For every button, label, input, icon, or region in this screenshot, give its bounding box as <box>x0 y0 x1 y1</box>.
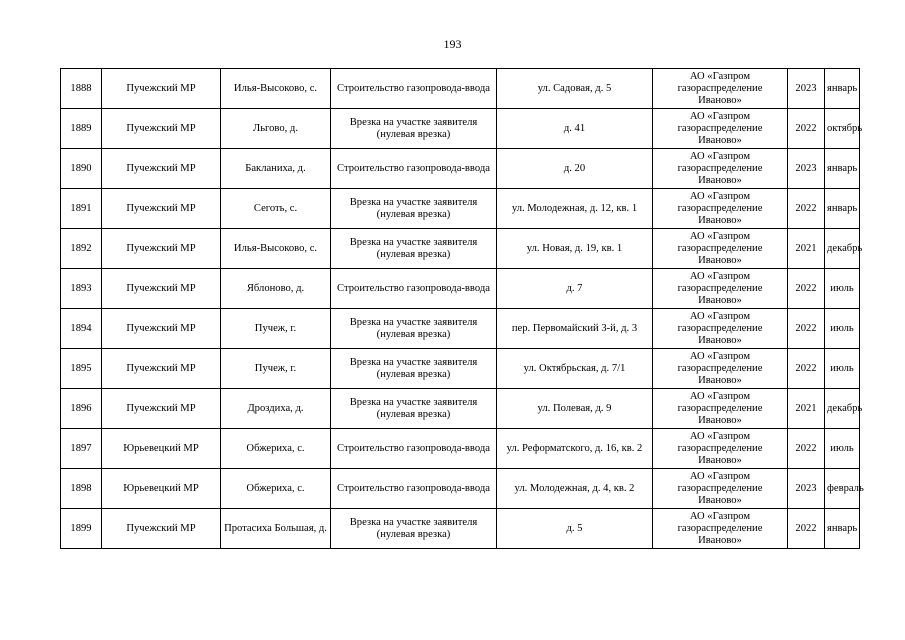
district-cell: Пучежский МР <box>102 109 221 149</box>
row-number-cell: 1897 <box>61 429 102 469</box>
month-cell: январь <box>825 69 860 109</box>
year-cell: 2022 <box>788 109 825 149</box>
year-cell: 2023 <box>788 69 825 109</box>
district-cell: Юрьевецкий МР <box>102 429 221 469</box>
month-cell: июль <box>825 349 860 389</box>
year-cell: 2021 <box>788 229 825 269</box>
work-type-cell: Врезка на участке заявителя (нулевая врезка) <box>331 309 497 349</box>
year-cell: 2022 <box>788 309 825 349</box>
address-cell: ул. Новая, д. 19, кв. 1 <box>497 229 653 269</box>
district-cell: Юрьевецкий МР <box>102 469 221 509</box>
address-cell: ул. Молодежная, д. 4, кв. 2 <box>497 469 653 509</box>
locality-cell: Дроздиха, д. <box>221 389 331 429</box>
year-cell: 2022 <box>788 269 825 309</box>
district-cell: Пучежский МР <box>102 309 221 349</box>
organization-cell: АО «Газпром газораспределение Иваново» <box>653 509 788 549</box>
month-cell: февраль <box>825 469 860 509</box>
work-type-cell: Врезка на участке заявителя (нулевая врезка) <box>331 189 497 229</box>
address-cell: ул. Молодежная, д. 12, кв. 1 <box>497 189 653 229</box>
table-row <box>61 189 860 229</box>
table-row <box>61 389 860 429</box>
row-number-cell: 1892 <box>61 229 102 269</box>
work-type-cell: Строительство газопровода-ввода <box>331 469 497 509</box>
work-type-cell: Врезка на участке заявителя (нулевая врезка) <box>331 349 497 389</box>
district-cell: Пучежский МР <box>102 189 221 229</box>
district-cell: Пучежский МР <box>102 69 221 109</box>
district-cell: Пучежский МР <box>102 229 221 269</box>
row-number-cell: 1894 <box>61 309 102 349</box>
gasification-table <box>60 68 864 549</box>
work-type-cell: Строительство газопровода-ввода <box>331 69 497 109</box>
locality-cell: Илья-Высоково, с. <box>221 229 331 269</box>
organization-cell: АО «Газпром газораспределение Иваново» <box>653 349 788 389</box>
month-cell: январь <box>825 509 860 549</box>
table-row <box>61 469 860 509</box>
organization-cell: АО «Газпром газораспределение Иваново» <box>653 269 788 309</box>
table-row <box>61 309 860 349</box>
year-cell: 2022 <box>788 189 825 229</box>
row-number-cell: 1898 <box>61 469 102 509</box>
row-number-cell: 1888 <box>61 69 102 109</box>
month-cell: октябрь <box>825 109 860 149</box>
address-cell: ул. Садовая, д. 5 <box>497 69 653 109</box>
month-cell: декабрь <box>825 389 860 429</box>
table-row <box>61 69 860 109</box>
address-cell: д. 7 <box>497 269 653 309</box>
organization-cell: АО «Газпром газораспределение Иваново» <box>653 309 788 349</box>
table-row <box>61 269 860 309</box>
table-row <box>61 349 860 389</box>
address-cell: д. 5 <box>497 509 653 549</box>
work-type-cell: Врезка на участке заявителя (нулевая врезка) <box>331 229 497 269</box>
organization-cell: АО «Газпром газораспределение Иваново» <box>653 469 788 509</box>
address-cell: пер. Первомайский 3-й, д. 3 <box>497 309 653 349</box>
organization-cell: АО «Газпром газораспределение Иваново» <box>653 149 788 189</box>
locality-cell: Яблоново, д. <box>221 269 331 309</box>
address-cell: д. 20 <box>497 149 653 189</box>
organization-cell: АО «Газпром газораспределение Иваново» <box>653 429 788 469</box>
organization-cell: АО «Газпром газораспределение Иваново» <box>653 189 788 229</box>
locality-cell: Льгово, д. <box>221 109 331 149</box>
locality-cell: Пучеж, г. <box>221 349 331 389</box>
page-number: 193 <box>443 37 462 51</box>
work-type-cell: Строительство газопровода-ввода <box>331 269 497 309</box>
year-cell: 2023 <box>788 149 825 189</box>
locality-cell: Илья-Высоково, с. <box>221 69 331 109</box>
year-cell: 2023 <box>788 469 825 509</box>
address-cell: д. 41 <box>497 109 653 149</box>
table-row <box>61 109 860 149</box>
address-cell: ул. Реформатского, д. 16, кв. 2 <box>497 429 653 469</box>
organization-cell: АО «Газпром газораспределение Иваново» <box>653 229 788 269</box>
organization-cell: АО «Газпром газораспределение Иваново» <box>653 109 788 149</box>
locality-cell: Пучеж, г. <box>221 309 331 349</box>
row-number-cell: 1890 <box>61 149 102 189</box>
district-cell: Пучежский МР <box>102 149 221 189</box>
row-number-cell: 1893 <box>61 269 102 309</box>
row-number-cell: 1896 <box>61 389 102 429</box>
organization-cell: АО «Газпром газораспределение Иваново» <box>653 69 788 109</box>
year-cell: 2022 <box>788 509 825 549</box>
work-type-cell: Строительство газопровода-ввода <box>331 149 497 189</box>
row-number-cell: 1895 <box>61 349 102 389</box>
district-cell: Пучежский МР <box>102 269 221 309</box>
year-cell: 2022 <box>788 429 825 469</box>
month-cell: июль <box>825 309 860 349</box>
district-cell: Пучежский МР <box>102 349 221 389</box>
month-cell: июль <box>825 269 860 309</box>
address-cell: ул. Полевая, д. 9 <box>497 389 653 429</box>
locality-cell: Сеготь, с. <box>221 189 331 229</box>
row-number-cell: 1889 <box>61 109 102 149</box>
row-number-cell: 1899 <box>61 509 102 549</box>
month-cell: январь <box>825 149 860 189</box>
work-type-cell: Врезка на участке заявителя (нулевая врезка) <box>331 109 497 149</box>
locality-cell: Обжериха, с. <box>221 469 331 509</box>
month-cell: июль <box>825 429 860 469</box>
work-type-cell: Строительство газопровода-ввода <box>331 429 497 469</box>
district-cell: Пучежский МР <box>102 509 221 549</box>
organization-cell: АО «Газпром газораспределение Иваново» <box>653 389 788 429</box>
locality-cell: Бакланиха, д. <box>221 149 331 189</box>
year-cell: 2022 <box>788 349 825 389</box>
district-cell: Пучежский МР <box>102 389 221 429</box>
table-row <box>61 509 860 549</box>
locality-cell: Обжериха, с. <box>221 429 331 469</box>
work-type-cell: Врезка на участке заявителя (нулевая врезка) <box>331 389 497 429</box>
table-row <box>61 229 860 269</box>
year-cell: 2021 <box>788 389 825 429</box>
locality-cell: Протасиха Большая, д. <box>221 509 331 549</box>
table-row <box>61 149 860 189</box>
table-row <box>61 429 860 469</box>
work-type-cell: Врезка на участке заявителя (нулевая врезка) <box>331 509 497 549</box>
row-number-cell: 1891 <box>61 189 102 229</box>
month-cell: декабрь <box>825 229 860 269</box>
month-cell: январь <box>825 189 860 229</box>
address-cell: ул. Октябрьская, д. 7/1 <box>497 349 653 389</box>
